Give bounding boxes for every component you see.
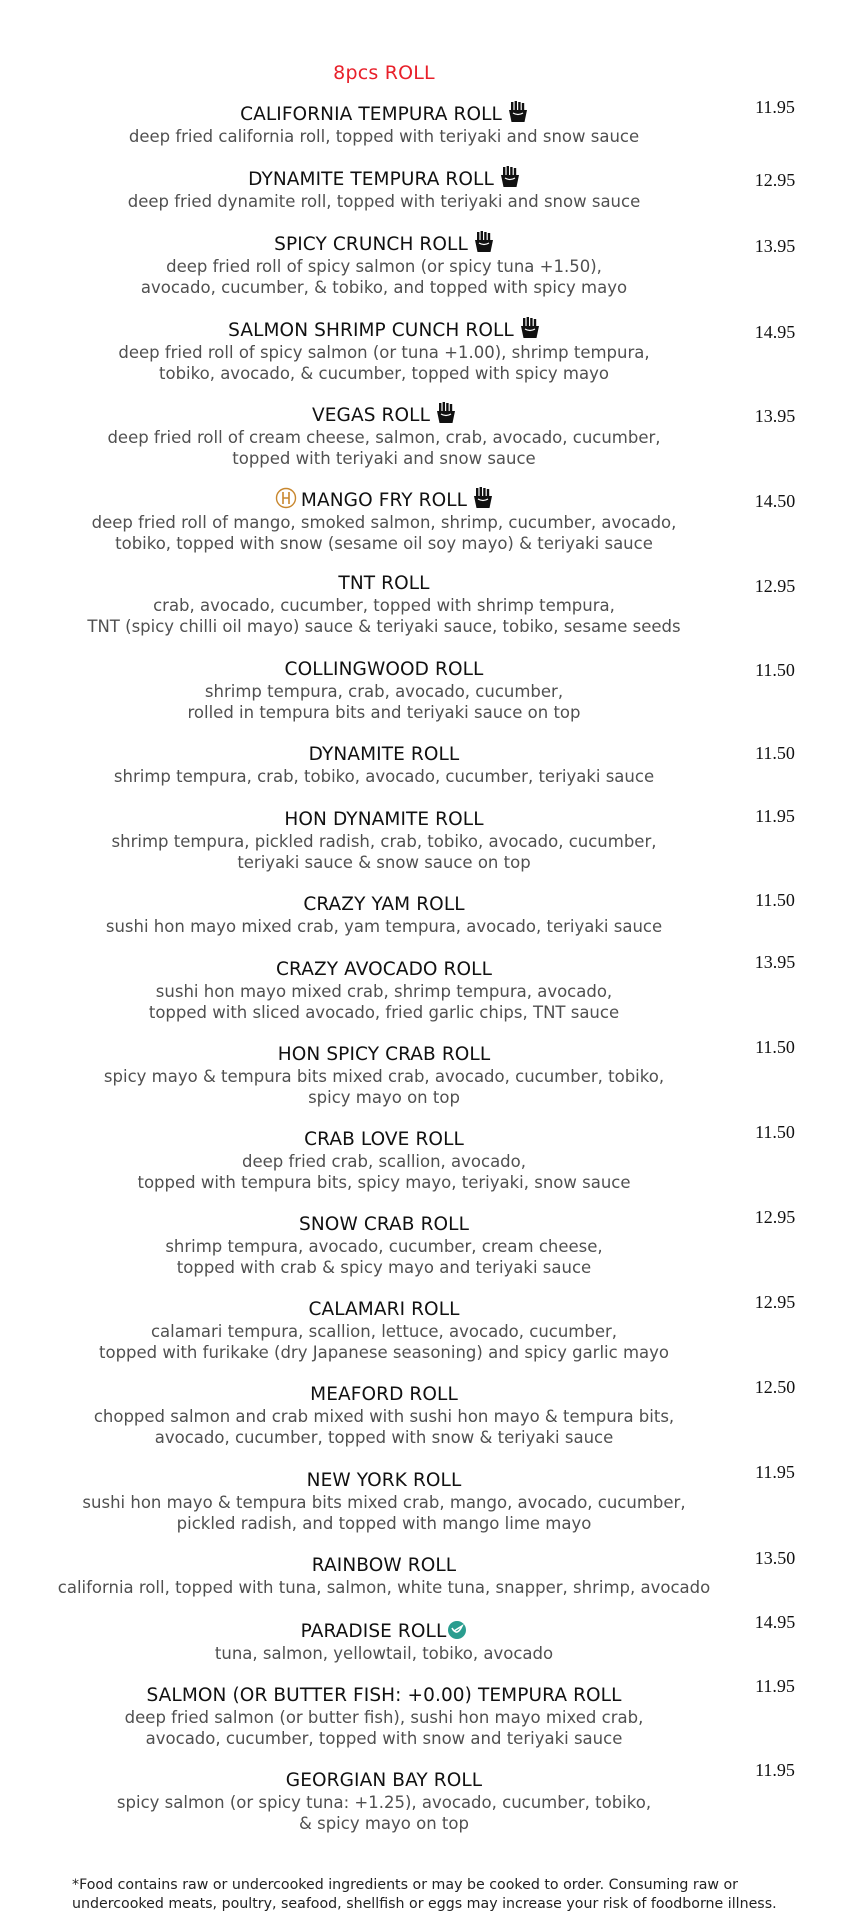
menu-item-price: 14.95 [754, 322, 796, 342]
menu-item-price: 11.50 [755, 890, 795, 910]
food-safety-footnote: *Food contains raw or undercooked ingredients or may be cooked to order. Consuming raw or undercooked meats, poultry, seafood, shellfish or eggs may increase your risk of foodborne illness. [72, 1877, 777, 1912]
menu-item-name: HON DYNAMITE ROLL [284, 809, 484, 830]
menu-item-name-row [40, 101, 728, 126]
menu-item [40, 1129, 728, 1193]
menu-item-description: chopped salmon and crab mixed with sushi hon mayo & tempura bits, avocado, cucumber, topped with snow & teriyaki sauce [93, 1407, 675, 1447]
menu-item [40, 1214, 728, 1278]
fries-icon [508, 101, 528, 123]
menu-item-price: 11.50 [755, 743, 795, 763]
menu-item [40, 402, 728, 469]
menu-item-name: SNOW CRAB ROLL [299, 1214, 469, 1235]
menu-item [40, 1685, 728, 1749]
menu-item [40, 894, 728, 937]
menu-item-name: PARADISE ROLL [300, 1621, 447, 1642]
menu-item-description: spicy salmon (or spicy tuna: +1.25), avocado, cucumber, tobiko, & spicy mayo on top [116, 1793, 652, 1833]
menu-item-description: sushi hon mayo & tempura bits mixed crab, mango, avocado, cucumber, pickled radish, and topped with mango lime mayo [82, 1493, 686, 1533]
menu-item-description: deep fried roll of cream cheese, salmon, crab, avocado, cucumber, topped with teriyaki and snow sauce [107, 428, 661, 468]
menu-item-name: NEW YORK ROLL [306, 1470, 462, 1491]
menu-item-name-row [40, 402, 728, 427]
menu-item-name: CRAZY YAM ROLL [303, 894, 465, 915]
section-title: 8pcs ROLL [333, 62, 435, 84]
menu-item-name-row [40, 1044, 728, 1066]
leaf-badge-icon [447, 1620, 467, 1640]
menu-item-name-row [40, 744, 728, 766]
menu-item-price: 11.50 [755, 1037, 795, 1057]
menu-item-price: 11.50 [755, 1122, 795, 1142]
menu-item-name-row [40, 166, 728, 191]
menu-item [40, 809, 728, 873]
menu-item-price: 11.50 [755, 660, 795, 680]
menu-item [40, 1470, 728, 1534]
menu-item-description: sushi hon mayo mixed crab, yam tempura, avocado, teriyaki sauce [105, 917, 663, 936]
menu-item-description: sushi hon mayo mixed crab, shrimp tempura, avocado, topped with sliced avocado, fried garlic chips, TNT sauce [148, 982, 620, 1022]
menu-item-name: SALMON (OR BUTTER FISH: +0.00) TEMPURA ROLL [146, 1685, 622, 1706]
menu-item-name: DYNAMITE TEMPURA ROLL [248, 169, 494, 190]
menu-item-name-row [40, 1299, 728, 1321]
menu-item-description: deep fried salmon (or butter fish), sushi hon mayo mixed crab, avocado, cucumber, topped with snow and teriyaki sauce [124, 1708, 644, 1748]
menu-item-description: shrimp tempura, pickled radish, crab, tobiko, avocado, cucumber, teriyaki sauce & snow sauce on top [111, 832, 657, 872]
menu-item-name: GEORGIAN BAY ROLL [285, 1770, 483, 1791]
menu-item [40, 101, 728, 147]
menu-item [40, 659, 728, 723]
menu-item-name-row [40, 1129, 728, 1151]
menu-item-name-row [40, 573, 728, 595]
menu-item-name-row [40, 894, 728, 916]
menu-item-name-row [40, 1770, 728, 1792]
menu-item-price: 12.95 [754, 576, 796, 596]
menu-item-name-row [40, 231, 728, 256]
menu-item-description: tuna, salmon, yellowtail, tobiko, avocado [214, 1644, 554, 1663]
menu-item-price: 14.95 [754, 1612, 796, 1632]
menu-item-description: shrimp tempura, avocado, cucumber, cream cheese, topped with crab & spicy mayo and teriyaki sauce [165, 1237, 603, 1277]
fries-icon [436, 402, 456, 424]
menu-item [40, 959, 728, 1023]
menu-item-name-row [40, 317, 728, 342]
menu-item-price: 11.95 [755, 1760, 795, 1780]
menu-item [40, 1299, 728, 1363]
menu-item-name: SALMON SHRIMP CUNCH ROLL [228, 320, 514, 341]
menu-item-name: MANGO FRY ROLL [300, 490, 468, 511]
menu-item-name-row [40, 809, 728, 831]
menu-item-description: spicy mayo & tempura bits mixed crab, avocado, cucumber, tobiko, spicy mayo on top [103, 1067, 665, 1107]
menu-item-description: calamari tempura, scallion, lettuce, avocado, cucumber, topped with furikake (dry Japanese seasoning) and spicy garlic mayo [99, 1322, 669, 1362]
menu-item-price: 11.95 [755, 1462, 795, 1482]
menu-item-name: CALAMARI ROLL [308, 1299, 460, 1320]
menu-item [40, 573, 728, 637]
menu-item-price: 13.95 [754, 952, 796, 972]
menu-item-price: 12.95 [754, 1207, 796, 1227]
menu-item-name-row [40, 1214, 728, 1236]
menu-item-price: 12.95 [754, 1292, 796, 1312]
menu-item-name-row [40, 959, 728, 981]
menu-item-price: 11.95 [755, 806, 795, 826]
menu-item-name-row [40, 1620, 728, 1643]
menu-item-name: DYNAMITE ROLL [308, 744, 460, 765]
menu-item-name: COLLINGWOOD ROLL [284, 659, 484, 680]
menu-item-price: 11.95 [755, 1676, 795, 1696]
menu-item-description: shrimp tempura, crab, tobiko, avocado, cucumber, teriyaki sauce [113, 767, 655, 786]
menu-item-description: shrimp tempura, crab, avocado, cucumber, rolled in tempura bits and teriyaki sauce on top [187, 682, 581, 722]
fries-icon [500, 166, 520, 188]
menu-item [40, 487, 728, 554]
menu-item-description: deep fried california roll, topped with teriyaki and snow sauce [128, 127, 640, 146]
menu-item-price: 13.50 [754, 1548, 796, 1568]
menu-item-name: CRAZY AVOCADO ROLL [276, 959, 492, 980]
fries-icon [520, 317, 540, 339]
menu-item [40, 1620, 728, 1664]
menu-item-description: california roll, topped with tuna, salmon, white tuna, snapper, shrimp, avocado [57, 1578, 711, 1597]
menu-item-name: CALIFORNIA TEMPURA ROLL [240, 104, 502, 125]
menu-item-description: deep fried roll of spicy salmon (or spicy tuna +1.50), avocado, cucumber, & tobiko, and topped with spicy mayo [140, 257, 628, 297]
menu-item-name-row [40, 487, 728, 512]
menu-item-price: 12.95 [754, 170, 796, 190]
menu-item-description: crab, avocado, cucumber, topped with shrimp tempura, TNT (spicy chilli oil mayo) sauce & teriyaki sauce, tobiko, sesame seeds [87, 596, 681, 636]
menu-item [40, 231, 728, 298]
menu-item-name: CRAB LOVE ROLL [304, 1129, 464, 1150]
menu-item-name-row [40, 1384, 728, 1406]
menu-item-description: deep fried roll of spicy salmon (or tuna +1.00), shrimp tempura, tobiko, avocado, & cucumber, topped with spicy mayo [118, 343, 650, 383]
fries-icon [473, 487, 493, 509]
menu-item-name-row [40, 1470, 728, 1492]
house-special-icon [275, 487, 297, 509]
fries-icon [474, 231, 494, 253]
menu-item [40, 744, 728, 787]
menu-item-description: deep fried dynamite roll, topped with teriyaki and snow sauce [127, 192, 641, 211]
menu-item-name: MEAFORD ROLL [310, 1384, 458, 1405]
menu-item [40, 317, 728, 384]
menu-item [40, 1770, 728, 1834]
menu-item-description: deep fried crab, scallion, avocado, topped with tempura bits, spicy mayo, teriyaki, snow sauce [137, 1152, 631, 1192]
menu-item-name: SPICY CRUNCH ROLL [274, 234, 468, 255]
menu-item-name: RAINBOW ROLL [311, 1555, 457, 1576]
menu-item-name: TNT ROLL [338, 573, 430, 594]
menu-item-name: HON SPICY CRAB ROLL [277, 1044, 491, 1065]
menu-item-price: 11.95 [755, 97, 795, 117]
menu-item-name-row [40, 1685, 728, 1707]
menu-item [40, 166, 728, 212]
menu-item-price: 12.50 [754, 1377, 796, 1397]
menu-item-name-row [40, 1555, 728, 1577]
menu-item-description: deep fried roll of mango, smoked salmon, shrimp, cucumber, avocado, tobiko, topped with snow (sesame oil soy mayo) & teriyaki sauce [91, 513, 677, 553]
menu-item-price: 13.95 [754, 406, 796, 426]
menu-item [40, 1384, 728, 1448]
menu-item [40, 1044, 728, 1108]
menu-item-price: 13.95 [754, 236, 796, 256]
menu-item-name-row [40, 659, 728, 681]
menu-item-price: 14.50 [754, 491, 796, 511]
menu-item [40, 1555, 728, 1598]
menu-item-name: VEGAS ROLL [312, 405, 430, 426]
